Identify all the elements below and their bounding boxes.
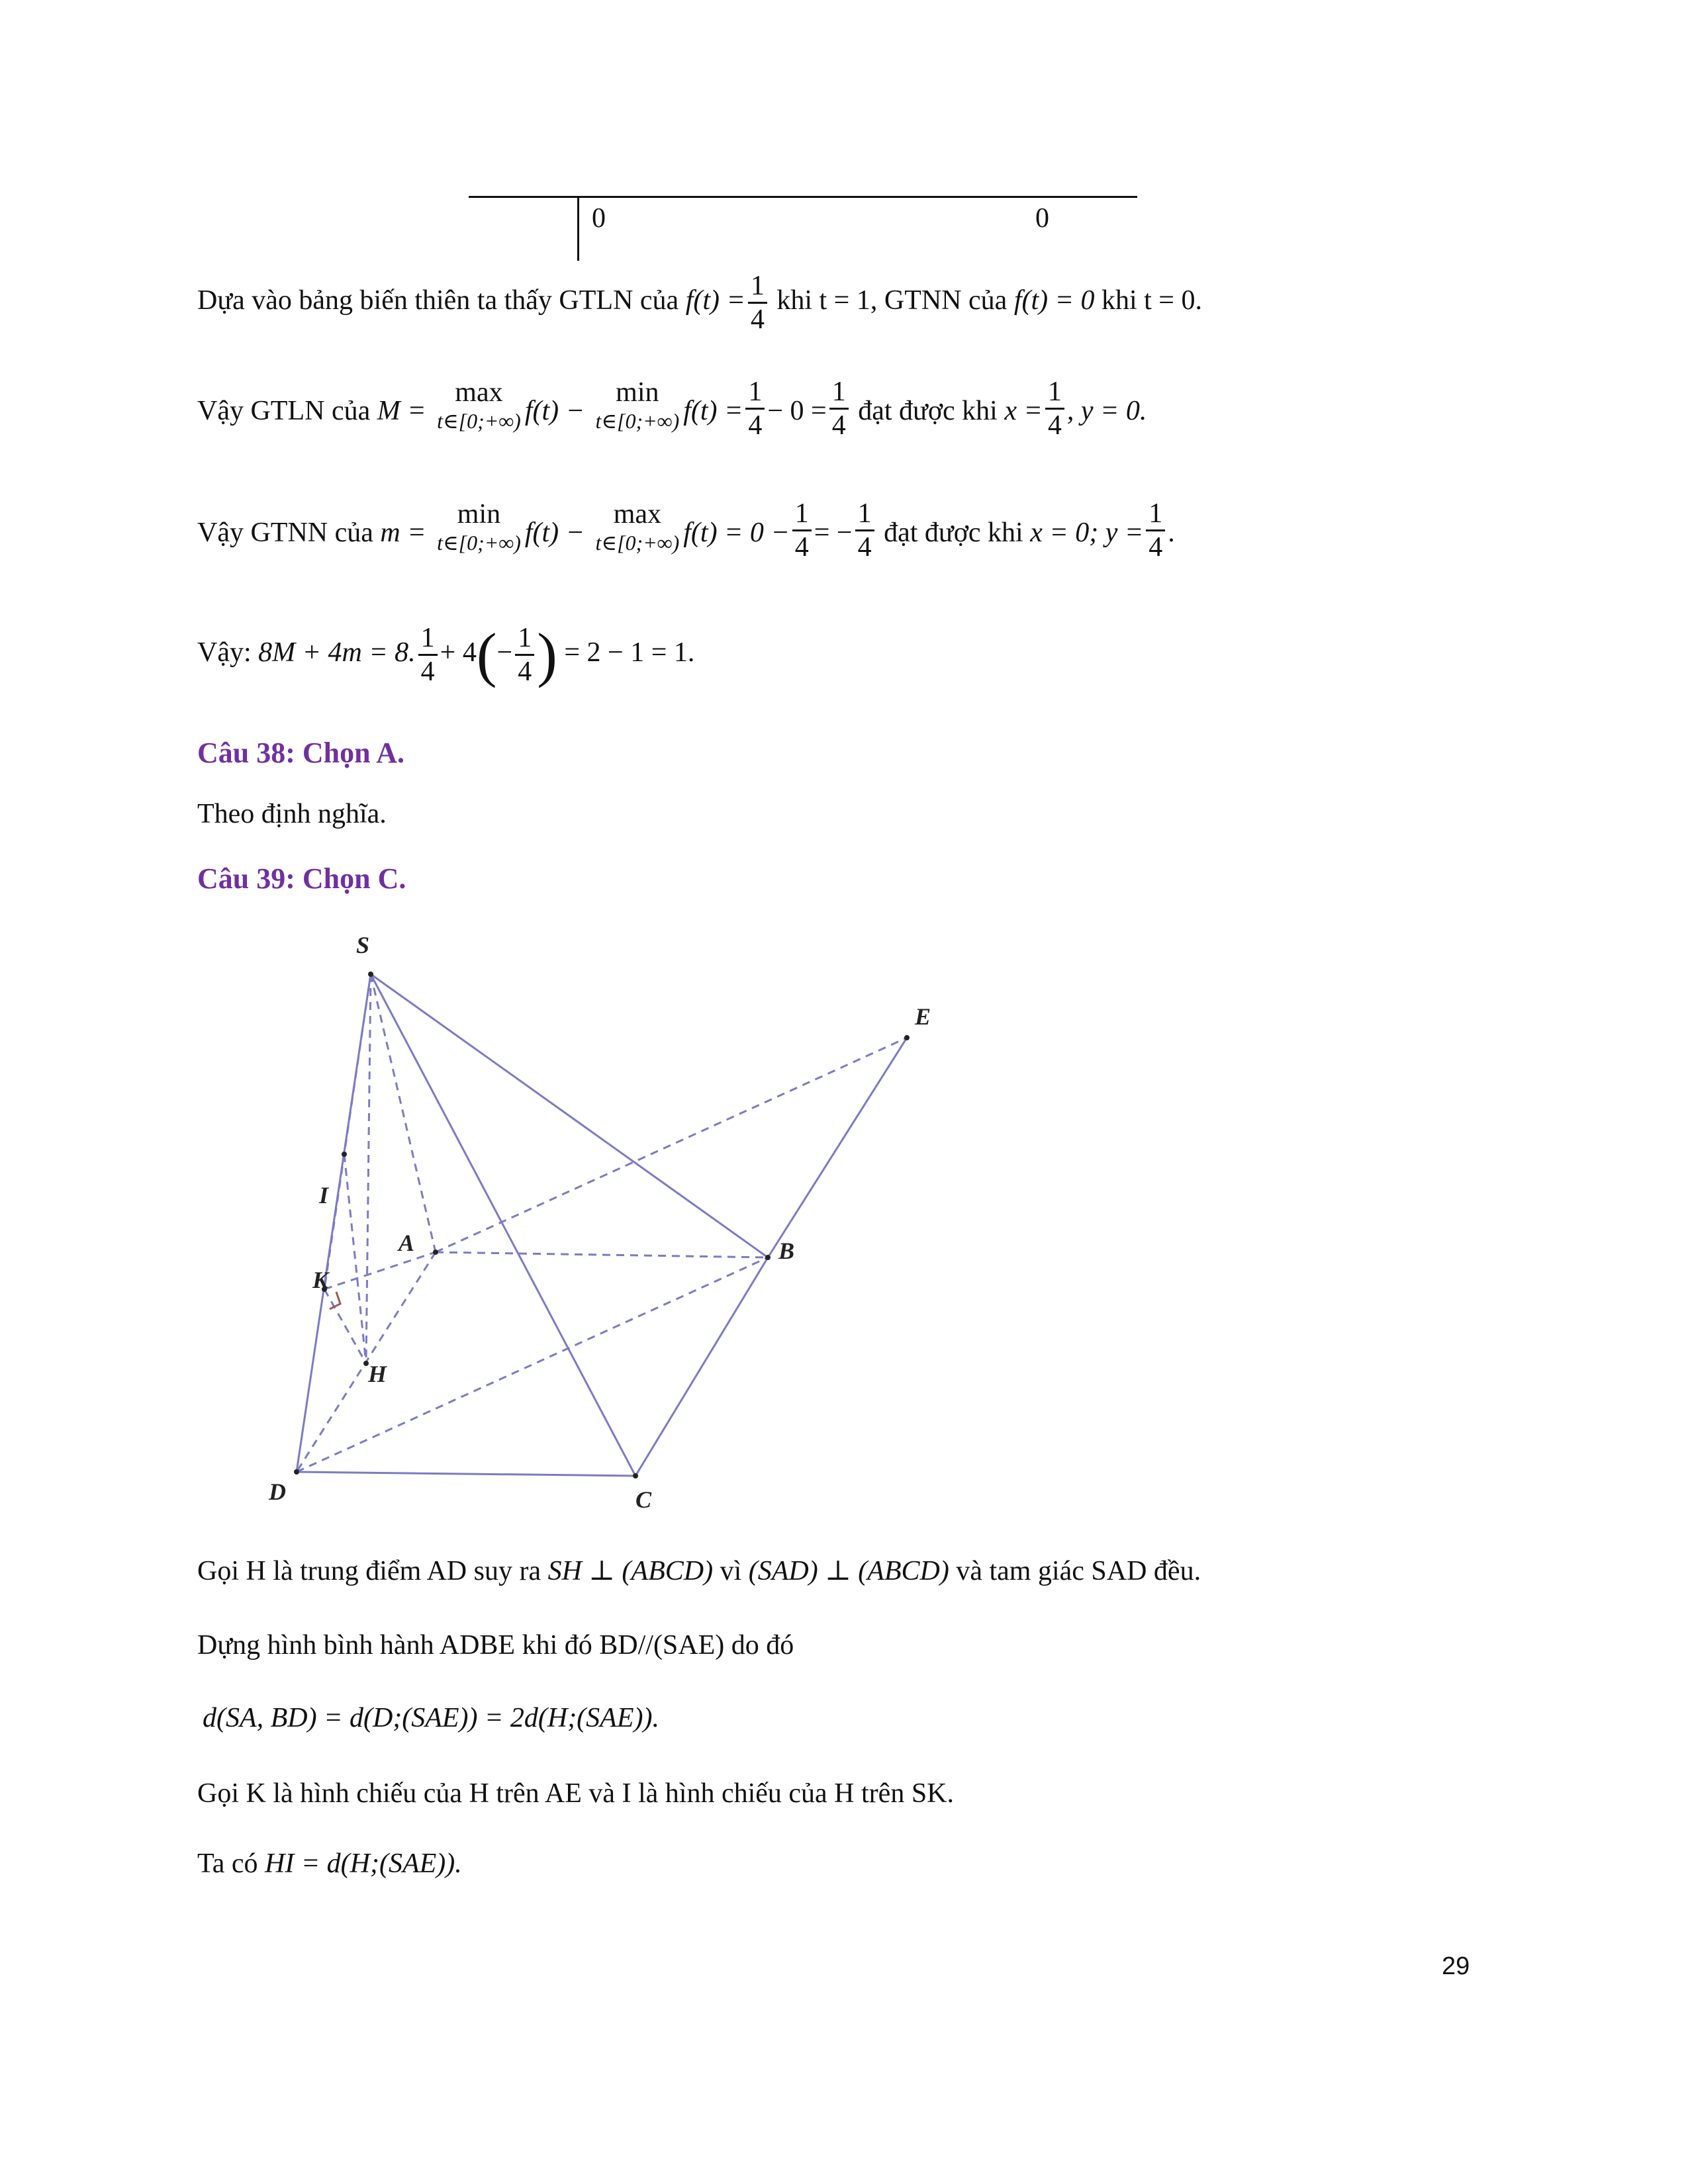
table-value-left: 0	[592, 203, 606, 234]
distance-equation: d(SA, BD) = d(D;(SAE)) = 2d(H;(SAE)).	[203, 1703, 659, 1733]
label-D: D	[269, 1479, 286, 1505]
p1-text-a: Gọi H là trung điểm AD suy ra	[197, 1556, 541, 1586]
line4-prefix: Vậy:	[197, 637, 252, 668]
right-angle-mark	[330, 1292, 340, 1309]
question-38-text: Theo định nghĩa.	[197, 799, 387, 829]
expr: 8M + 4m = 8.	[258, 637, 416, 668]
label-C: C	[635, 1486, 652, 1513]
fraction: $\frac{1}{4}$	[745, 376, 765, 441]
line1-mid: khi t = 1, GTNN của	[776, 285, 1008, 316]
p5-text: Ta có	[197, 1848, 258, 1879]
x-eq: x =	[1004, 396, 1043, 426]
achieve-text: đạt được khi	[884, 518, 1023, 548]
eq-minus: = −	[814, 518, 853, 548]
page-number: 29	[1442, 1952, 1470, 1980]
edge-SK	[324, 974, 371, 1289]
line2-prefix: Vậy GTLN của	[197, 396, 371, 426]
edge-SH	[366, 974, 371, 1363]
line3-prefix: Vậy GTNN của	[197, 518, 373, 548]
achieve-text: đạt được khi	[858, 396, 998, 426]
edge-DC	[297, 1472, 635, 1476]
question-39-heading: Câu 39: Chọn C.	[197, 862, 406, 895]
gtnn-m-line	[197, 498, 1175, 563]
edge-SC	[371, 974, 635, 1476]
table-top-rule	[469, 196, 1137, 198]
label-S: S	[356, 932, 370, 958]
dashed-edges	[297, 974, 907, 1472]
label-I: I	[319, 1182, 329, 1208]
paragraph-midpoint-H	[197, 1554, 1201, 1587]
fraction: $\frac{1}{4}$	[515, 622, 534, 688]
fraction: $\frac{1}{4}$	[855, 498, 874, 563]
left-paren: (	[476, 621, 497, 689]
line1-suffix: khi t = 0.	[1101, 285, 1202, 316]
edge-SA	[371, 974, 436, 1252]
gtln-M-line	[197, 376, 1147, 441]
minus-zero: − 0 =	[767, 396, 827, 426]
fraction: $\frac{1}{4}$	[792, 498, 812, 563]
edge-KH	[324, 1289, 366, 1363]
gtln-gtnn-line	[197, 270, 1202, 336]
right-paren: )	[537, 621, 557, 689]
line1-ft: f(t) =	[685, 285, 745, 316]
variation-table-fragment	[469, 196, 1144, 262]
paragraph-HI	[197, 1848, 462, 1880]
max-operator: max t∈[0;+∞)	[595, 499, 680, 555]
fraction: $\frac{1}{4}$	[418, 622, 438, 688]
plus-four: + 4	[440, 637, 477, 668]
ft-term: f(t) =	[683, 396, 743, 426]
fraction: $\frac{1}{4}$	[1045, 376, 1064, 441]
m-eq: m =	[380, 518, 426, 548]
max-operator: max t∈[0;+∞)	[437, 377, 521, 433]
vertex-dots	[294, 972, 910, 1479]
label-B: B	[778, 1238, 795, 1264]
min-operator: min t∈[0;+∞)	[437, 499, 521, 555]
p1-math-plane-perp: (SAD) ⊥ (ABCD)	[748, 1556, 949, 1586]
p1-text-c: và tam giác SAD đều.	[956, 1556, 1201, 1586]
edge-CB	[635, 1257, 768, 1476]
ft-term: f(t) −	[524, 518, 585, 548]
table-value-right: 0	[1035, 203, 1049, 234]
fraction: $\frac{1}{4}$	[748, 270, 767, 336]
edge-BE	[768, 1038, 907, 1257]
ft-term: f(t) = 0 −	[683, 518, 790, 548]
minus-sign: −	[496, 637, 513, 668]
paragraph-projections: Gọi K là hình chiếu của H trên AE và I là hình chiếu của H trên SK.	[197, 1778, 955, 1809]
fraction: $\frac{1}{4}$	[1146, 498, 1165, 563]
min-operator: min t∈[0;+∞)	[595, 377, 680, 433]
M-eq: M =	[377, 396, 426, 426]
edge-KA	[324, 1252, 436, 1289]
label-E: E	[915, 1003, 931, 1030]
p1-text-b: vì	[720, 1556, 742, 1586]
paragraph-parallelogram: Dựng hình bình hành ADBE khi đó BD//(SAE) do đó	[197, 1630, 794, 1661]
pyramid-figure	[252, 913, 953, 1522]
table-vertical-rule	[577, 196, 579, 261]
label-K: K	[312, 1267, 329, 1293]
xy-eq: x = 0; y =	[1030, 518, 1144, 548]
p1-math-sh-perp: SH ⊥ (ABCD)	[547, 1556, 714, 1586]
p5-math: HI = d(H;(SAE)).	[265, 1848, 462, 1879]
ft-term: f(t) −	[524, 396, 585, 426]
edge-AB	[436, 1252, 768, 1257]
result: = 2 − 1 = 1.	[564, 637, 695, 668]
fraction: $\frac{1}{4}$	[829, 376, 849, 441]
line1-prefix: Dựa vào bảng biến thiên ta thấy GTLN của	[197, 285, 679, 316]
y-eq: , y = 0.	[1066, 396, 1147, 426]
final-calc-line	[197, 622, 694, 688]
period: .	[1168, 518, 1175, 548]
edge-SB	[371, 974, 768, 1257]
label-A: A	[399, 1230, 415, 1256]
question-38-heading: Câu 38: Chọn A.	[197, 737, 404, 769]
line1-ft0: f(t) = 0	[1013, 285, 1095, 316]
label-H: H	[368, 1361, 387, 1387]
